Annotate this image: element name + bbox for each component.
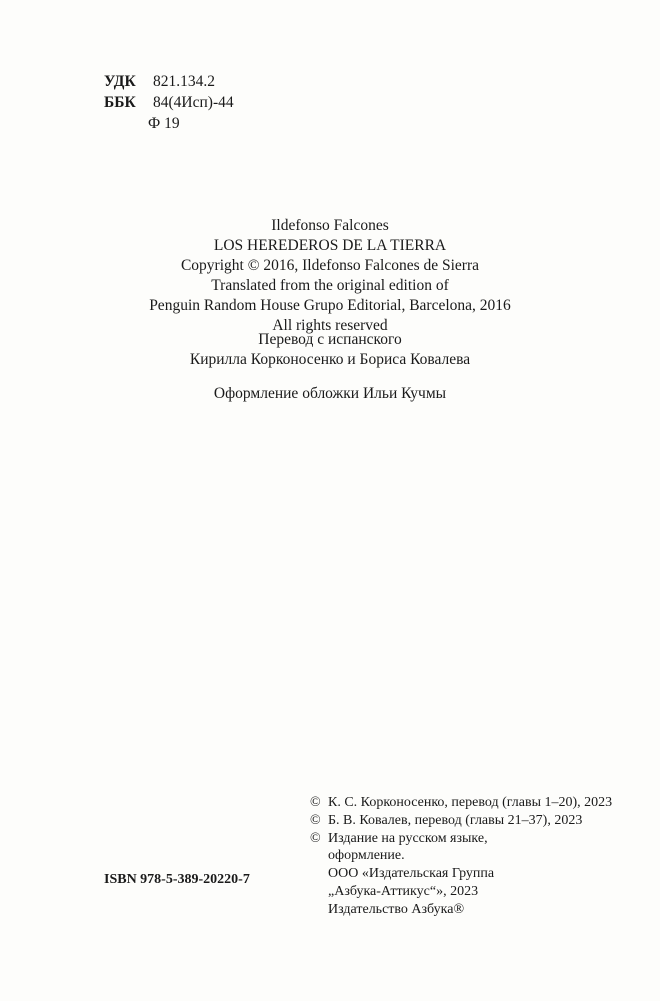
copyright-line: „Азбука-Аттикус“», 2023 (328, 883, 479, 899)
copyright-line: Б. В. Ковалев, перевод (главы 21–37), 2023 (328, 812, 583, 828)
copyright-symbol: © (310, 830, 321, 846)
copyright-symbol: © (310, 812, 321, 828)
rights-reserved: All rights reserved (272, 317, 388, 334)
original-author: Ildefonso Falcones (271, 217, 389, 234)
udk-row (104, 71, 234, 92)
translation-block (0, 330, 660, 370)
copyright-entry (310, 830, 612, 919)
translation-line-2: Кирилла Корконосенко и Бориса Ковалева (189, 351, 471, 368)
classification-block (104, 71, 234, 134)
copyright-line: К. С. Корконосенко, перевод (главы 1–20), 2023 (328, 795, 613, 810)
copyright-notices (310, 794, 612, 919)
original-title: LOS HEREDEROS DE LA TIERRA (213, 237, 447, 254)
translated-from: Translated from the original edition of (211, 277, 449, 294)
original-copyright: Copyright © 2016, Ildefonso Falcones de Sierra (180, 257, 480, 274)
copyright-symbol: © (310, 795, 321, 810)
udk-label: УДК (104, 73, 136, 90)
copyright-entry (310, 812, 612, 830)
cover-credit-block (0, 384, 660, 404)
copyright-line: Издание на русском языке, (328, 830, 488, 846)
bbk-label: ББК (104, 94, 136, 111)
original-edition-block (0, 216, 660, 336)
translation-line-1: Перевод с испанского (258, 331, 402, 348)
author-mark-row (104, 113, 234, 134)
cover-credit: Оформление обложки Ильи Кучмы (213, 385, 447, 402)
copyright-entry (310, 794, 612, 812)
copyright-line: ООО «Издательская Группа (328, 866, 495, 882)
udk-value: 821.134.2 (153, 73, 215, 90)
copyright-line: Издательство Азбука® (328, 901, 465, 917)
copyright-line: оформление. (328, 848, 405, 864)
bbk-row (104, 92, 234, 113)
bbk-value: 84(4Исп)-44 (153, 94, 234, 111)
isbn: ISBN 978-5-389-20220-7 (104, 872, 250, 887)
author-mark: Ф 19 (148, 115, 180, 132)
original-publisher: Penguin Random House Grupo Editorial, Barcelona, 2016 (149, 297, 511, 314)
